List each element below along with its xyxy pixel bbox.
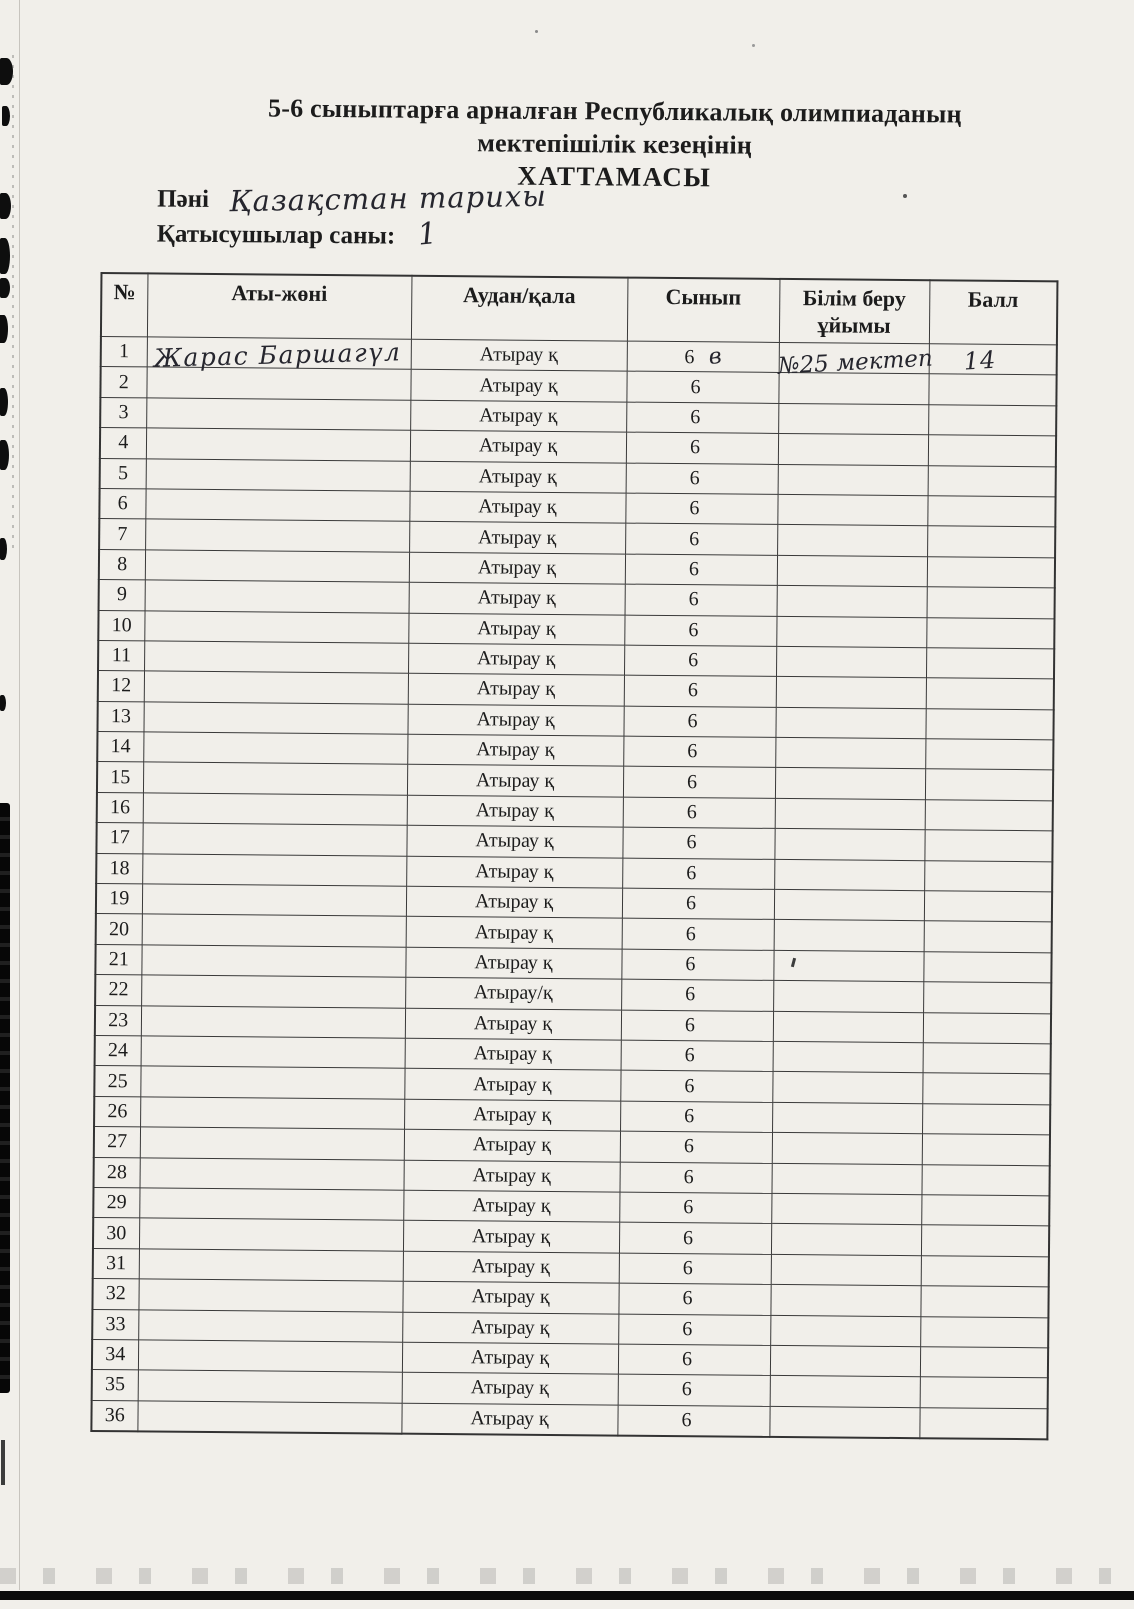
cell-organization	[771, 1193, 921, 1225]
cell-organization	[775, 737, 925, 769]
cell-district: Атырау қ	[403, 1160, 619, 1192]
cell-district: Атырау қ	[408, 613, 624, 645]
grade-value: 6	[682, 1317, 693, 1340]
cell-score	[925, 800, 1053, 832]
cell-organization	[773, 1011, 923, 1043]
cell-score	[919, 1407, 1047, 1439]
cell-score	[921, 1255, 1049, 1287]
cell-number: 4	[100, 428, 146, 459]
cell-name	[138, 1279, 402, 1312]
cell-district: Атырау қ	[407, 704, 623, 736]
cell-number: 33	[92, 1309, 138, 1340]
cell-score	[925, 769, 1053, 801]
cell-organization	[770, 1376, 920, 1408]
grade-value: 6	[689, 466, 700, 489]
cell-number: 16	[97, 792, 143, 823]
cell-number: 22	[95, 975, 141, 1006]
cell-score	[927, 587, 1055, 619]
cell-grade	[625, 493, 777, 525]
cell-name	[143, 793, 407, 826]
cell-grade	[619, 1192, 771, 1224]
grade-value: 6	[686, 770, 698, 793]
cell-number: 27	[94, 1127, 140, 1158]
cell-district: Атырау қ	[402, 1281, 618, 1313]
cell-score	[924, 860, 1052, 892]
cell-grade	[618, 1283, 770, 1315]
grade-value: 6	[682, 1287, 693, 1310]
cell-grade	[623, 797, 775, 829]
cell-number: 36	[91, 1400, 137, 1431]
cell-score	[920, 1377, 1048, 1409]
cell-score	[924, 891, 1052, 923]
cell-grade	[626, 371, 778, 403]
cell-district: Атырау қ	[409, 491, 625, 523]
subject-label: Пәні	[157, 185, 210, 213]
cell-score	[926, 617, 1054, 649]
cell-name	[143, 732, 407, 765]
cell-grade	[626, 463, 778, 495]
results-table	[90, 272, 1058, 1440]
cell-district: Атырау қ	[407, 795, 623, 827]
grade-value: 6	[686, 831, 697, 854]
cell-score	[924, 830, 1052, 862]
grade-value: 6	[686, 861, 697, 885]
grade-value: 6	[685, 922, 696, 945]
cell-organization	[777, 586, 927, 618]
cell-organization	[778, 403, 928, 435]
cell-district: Атырау қ	[406, 856, 622, 888]
cell-number: 20	[96, 914, 142, 945]
cell-score	[923, 982, 1051, 1014]
grade-value: 6	[690, 406, 701, 429]
grade-value: 6	[687, 740, 698, 763]
cell-organization	[772, 1072, 922, 1104]
cell-name	[142, 823, 406, 856]
cell-district: Атырау қ	[410, 461, 626, 493]
cell-number: 18	[96, 853, 142, 884]
cell-district: Атырау қ	[408, 674, 624, 706]
cell-number: 14	[97, 732, 143, 763]
cell-district: Атырау қ	[406, 917, 622, 949]
cell-name	[146, 367, 410, 400]
cell-organization	[773, 950, 923, 982]
cell-name	[144, 671, 408, 704]
cell-grade	[622, 827, 774, 859]
cell-organization	[778, 464, 928, 496]
cell-organization	[774, 859, 924, 891]
cell-name	[139, 1218, 403, 1251]
cell-district: Атырау қ	[403, 1221, 619, 1253]
cell-organization	[775, 768, 925, 800]
grade-value: 6	[689, 527, 700, 550]
cell-district: Атырау қ	[407, 765, 623, 797]
cell-score	[928, 465, 1056, 497]
cell-organization	[771, 1254, 921, 1286]
cell-score	[928, 374, 1056, 406]
cell-organization	[776, 677, 926, 709]
grade-value: 6	[689, 497, 700, 520]
subject-handwritten-value: Қазақстан тарихы	[228, 178, 548, 219]
grade-value: 6	[682, 1226, 694, 1249]
cell-district: Атырау қ	[407, 734, 623, 766]
cell-name	[147, 337, 411, 373]
cell-name	[146, 398, 410, 431]
cell-grade	[623, 767, 775, 799]
cell-number: 19	[96, 884, 142, 915]
cell-score	[923, 1012, 1051, 1044]
cell-score	[928, 435, 1056, 467]
cell-number: 17	[96, 823, 142, 854]
grade-value: 6	[690, 375, 701, 398]
cell-district: Атырау қ	[402, 1372, 618, 1404]
participants-label: Қатысушылар саны:	[156, 220, 396, 250]
cell-score	[921, 1195, 1049, 1227]
cell-grade	[623, 706, 775, 738]
cell-name	[146, 428, 410, 461]
cell-grade	[625, 584, 777, 616]
cell-district: Атырау қ	[409, 522, 625, 554]
handwritten-grade-letter: в	[707, 344, 723, 371]
handwritten-score: 14	[963, 345, 998, 376]
cell-organization	[771, 1163, 921, 1195]
cell-grade	[620, 1101, 772, 1133]
column-header-name: Аты-жөні	[147, 273, 412, 339]
cell-name	[140, 1097, 404, 1130]
handwritten-name: Жарас Баршагүл	[152, 337, 402, 373]
cell-name	[140, 1066, 404, 1099]
cell-score	[923, 952, 1051, 984]
cell-number: 15	[97, 762, 143, 793]
cell-grade	[618, 1344, 770, 1376]
cell-name	[138, 1309, 402, 1342]
cell-grade	[617, 1405, 769, 1437]
grade-value: 6	[688, 558, 700, 581]
grade-value: 6	[681, 1378, 692, 1401]
cell-number: 26	[94, 1096, 140, 1127]
grade-value: 6	[688, 618, 699, 641]
cell-score	[926, 678, 1054, 710]
cell-organization	[776, 646, 926, 678]
grade-value: 6	[684, 1013, 696, 1037]
column-header-district: Аудан/қала	[411, 276, 628, 341]
participants-handwritten-value: 1	[415, 216, 439, 253]
cell-organization	[776, 342, 933, 380]
grade-value: 6	[688, 588, 699, 611]
cell-grade	[624, 615, 776, 647]
cell-grade	[626, 432, 778, 464]
cell-grade	[624, 645, 776, 677]
cell-number: 28	[94, 1157, 140, 1188]
cell-grade	[627, 341, 779, 373]
cell-score	[923, 1043, 1051, 1075]
grade-value: 6	[685, 953, 696, 976]
cell-grade	[619, 1162, 771, 1194]
cell-number: 8	[99, 549, 145, 580]
cell-grade	[625, 523, 777, 555]
cell-district: Атырау қ	[406, 886, 622, 918]
cell-name	[144, 641, 408, 674]
cell-grade	[618, 1374, 770, 1406]
cell-number: 3	[100, 397, 146, 428]
cell-number: 5	[100, 458, 146, 489]
cell-grade	[625, 554, 777, 586]
cell-number: 2	[100, 367, 146, 398]
cell-number: 31	[93, 1248, 139, 1279]
grade-value: 6	[684, 1105, 695, 1128]
cell-district: Атырау қ	[406, 825, 622, 857]
cell-number: 11	[98, 640, 144, 671]
cell-organization	[777, 494, 927, 526]
cell-organization	[775, 707, 925, 739]
cell-district: Атырау/қ	[405, 977, 621, 1009]
document-meta	[156, 178, 548, 254]
cell-number: 25	[94, 1066, 140, 1097]
grade-value: 6	[683, 1165, 694, 1188]
cell-number: 13	[97, 701, 143, 732]
cell-organization	[774, 920, 924, 952]
cell-score	[921, 1225, 1049, 1257]
grade-value: 6	[682, 1257, 693, 1280]
cell-district: Атырау қ	[410, 430, 626, 462]
cell-district: Атырау қ	[405, 1038, 621, 1070]
column-header-number: №	[101, 273, 148, 337]
cell-number: 35	[92, 1370, 138, 1401]
cell-name	[139, 1249, 403, 1282]
title-line-2: мектепішілік кезеңінің	[477, 128, 753, 160]
participants-line	[157, 216, 547, 254]
cell-name	[139, 1188, 403, 1221]
cell-organization	[777, 525, 927, 557]
cell-score	[920, 1347, 1048, 1379]
handwritten-organization: №25 мектеп	[776, 345, 933, 380]
cell-number: 23	[95, 1005, 141, 1036]
cell-number: 6	[99, 488, 145, 519]
column-header-grade: Сынып	[627, 278, 780, 343]
cell-number: 32	[92, 1279, 138, 1310]
cell-name	[142, 884, 406, 917]
cell-district: Атырау қ	[409, 552, 625, 584]
grade-value: 6	[684, 1074, 695, 1097]
cell-district: Атырау қ	[404, 1099, 620, 1131]
cell-organization	[770, 1345, 920, 1377]
cell-name	[144, 610, 408, 643]
cell-score	[922, 1073, 1050, 1105]
cell-score	[926, 648, 1054, 680]
cell-grade	[622, 888, 774, 920]
cell-organization	[774, 829, 924, 861]
cell-score	[920, 1316, 1048, 1348]
cell-score	[927, 556, 1055, 588]
cell-district: Атырау қ	[405, 1008, 621, 1040]
cell-score	[929, 344, 1057, 376]
cell-score	[920, 1286, 1048, 1318]
cell-grade	[620, 1070, 772, 1102]
cell-district: Атырау қ	[410, 400, 626, 432]
grade-value: 6	[687, 679, 698, 702]
cell-organization	[770, 1285, 920, 1317]
cell-name	[140, 1157, 404, 1190]
grade-value: 6	[687, 710, 698, 733]
cell-name	[146, 458, 410, 491]
cell-grade	[626, 402, 778, 434]
cell-score	[924, 921, 1052, 953]
cell-number: 29	[93, 1187, 139, 1218]
cell-organization	[775, 798, 925, 830]
cell-name	[142, 854, 406, 887]
cell-name	[140, 1127, 404, 1160]
cell-district: Атырау қ	[404, 1069, 620, 1101]
cell-organization	[771, 1224, 921, 1256]
grade-value: 6	[685, 983, 696, 1006]
cell-number: 9	[99, 580, 145, 611]
cell-organization	[770, 1315, 920, 1347]
cell-grade	[621, 979, 773, 1011]
cell-name	[145, 519, 409, 552]
cell-name	[143, 702, 407, 735]
cell-name	[141, 1036, 405, 1069]
grade-value: 6	[686, 801, 697, 824]
cell-name	[145, 489, 409, 522]
cell-organization	[772, 1133, 922, 1165]
grade-value: 6	[683, 1135, 694, 1158]
cell-district: Атырау қ	[404, 1129, 620, 1161]
cell-number: 24	[95, 1035, 141, 1066]
column-header-organization: Білім беру ұйымы	[779, 279, 930, 344]
grade-value: 6	[689, 436, 701, 459]
cell-organization	[774, 889, 924, 921]
grade-value: 6	[683, 1196, 694, 1219]
cell-district: Атырау қ	[402, 1312, 618, 1344]
cell-district: Атырау қ	[403, 1190, 619, 1222]
grade-value: 6	[685, 892, 697, 915]
cell-score	[921, 1164, 1049, 1196]
cell-district: Атырау қ	[411, 339, 627, 371]
cell-number: 10	[98, 610, 144, 641]
cell-name	[137, 1401, 401, 1434]
cell-district: Атырау қ	[403, 1251, 619, 1283]
subject-line	[157, 178, 548, 219]
cell-organization	[778, 434, 928, 466]
cell-name	[138, 1340, 402, 1373]
cell-grade	[621, 949, 773, 981]
cell-organization	[773, 1041, 923, 1073]
cell-score	[928, 405, 1056, 437]
grade-value: 6	[681, 1348, 693, 1371]
cell-district: Атырау қ	[408, 643, 624, 675]
cell-grade	[619, 1253, 771, 1285]
cell-name	[138, 1370, 402, 1403]
cell-district: Атырау қ	[405, 947, 621, 979]
cell-score	[925, 708, 1053, 740]
title-line-1: 5-6 сыныптарға арналған Республикалық олимпиаданың	[267, 93, 962, 129]
cell-score	[922, 1134, 1050, 1166]
cell-grade	[619, 1222, 771, 1254]
cell-number: 7	[99, 519, 145, 550]
cell-district: Атырау қ	[401, 1403, 617, 1436]
cell-organization	[776, 616, 926, 648]
cell-number: 21	[95, 944, 141, 975]
cell-number: 30	[93, 1218, 139, 1249]
grade-value: 6	[684, 1044, 695, 1067]
cell-grade	[623, 736, 775, 768]
column-header-score: Балл	[929, 280, 1058, 345]
cell-number: 34	[92, 1339, 138, 1370]
cell-score	[925, 739, 1053, 771]
cell-score	[927, 496, 1055, 528]
cell-grade	[620, 1131, 772, 1163]
grade-value: 6	[688, 649, 699, 672]
cell-district: Атырау қ	[402, 1342, 618, 1374]
table-body	[91, 337, 1057, 1440]
grade-value: 6	[684, 346, 695, 369]
cell-organization	[777, 555, 927, 587]
cell-score	[927, 526, 1055, 558]
cell-name	[141, 1005, 405, 1038]
cell-number: 1	[101, 337, 147, 368]
cell-grade	[624, 675, 776, 707]
cell-grade	[622, 858, 774, 890]
cell-district: Атырау қ	[410, 370, 626, 402]
cell-grade	[618, 1314, 770, 1346]
header-row	[101, 273, 1058, 345]
grade-value: 6	[681, 1408, 692, 1432]
cell-organization	[769, 1406, 919, 1438]
cell-name	[141, 945, 405, 978]
cell-grade	[621, 1010, 773, 1042]
cell-name	[145, 550, 409, 583]
cell-grade	[622, 919, 774, 951]
cell-organization	[773, 981, 923, 1013]
cell-name	[145, 580, 409, 613]
cell-number: 12	[98, 671, 144, 702]
cell-score	[922, 1103, 1050, 1135]
cell-name	[143, 762, 407, 795]
cell-district: Атырау қ	[409, 582, 625, 614]
cell-grade	[621, 1040, 773, 1072]
cell-organization	[772, 1102, 922, 1134]
title-line-3: ХАТТАМАСЫ	[517, 160, 712, 193]
cell-name	[141, 975, 405, 1008]
cell-name	[142, 914, 406, 947]
